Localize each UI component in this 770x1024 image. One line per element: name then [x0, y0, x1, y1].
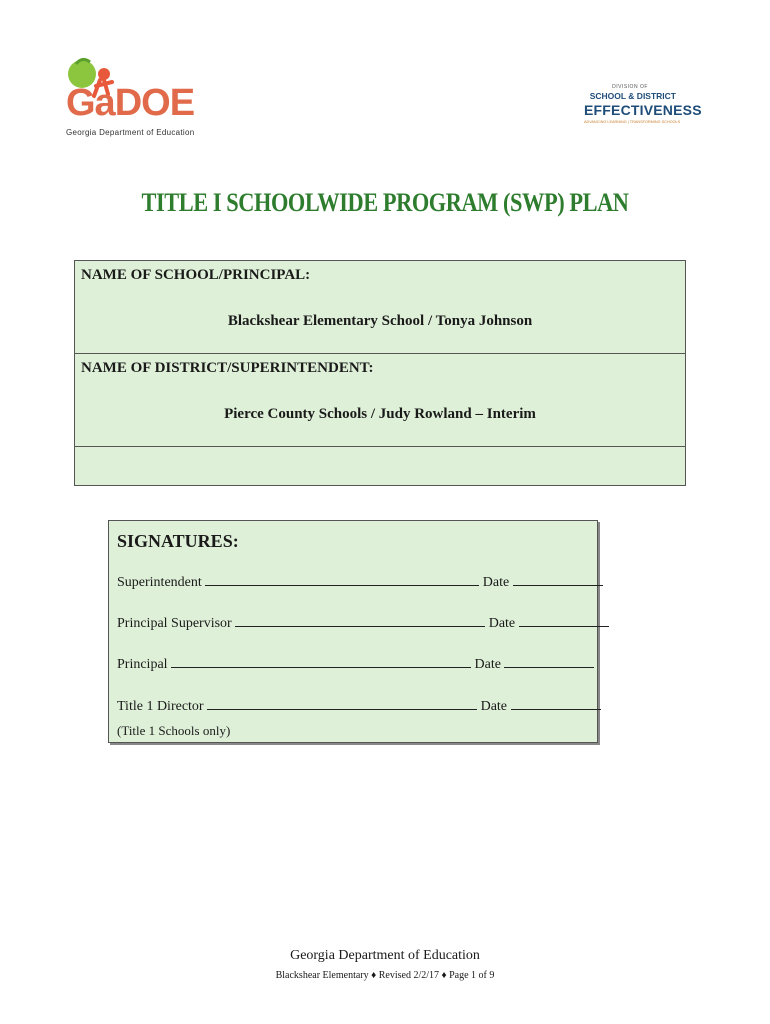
- footer-org: Georgia Department of Education: [290, 948, 480, 963]
- school-row: [75, 261, 685, 354]
- superintendent-date-field[interactable]: [513, 573, 603, 586]
- gadoe-subtitle: Georgia Department of Education: [66, 128, 195, 137]
- signatures-heading: SIGNATURES:: [117, 531, 239, 551]
- sde-division: DIVISION OF: [612, 84, 648, 90]
- sde-logo: [584, 84, 702, 124]
- gadoe-wordmark: GaDOE: [66, 82, 195, 124]
- district-value: Pierce County Schools / Judy Rowland – Interim: [224, 406, 536, 422]
- principal-line: [117, 655, 594, 673]
- page-title: TITLE I SCHOOLWIDE PROGRAM (SWP) PLAN: [141, 188, 629, 217]
- empty-row: [75, 447, 685, 485]
- title1-director-signature-field[interactable]: [207, 697, 477, 710]
- title1-director-date-field[interactable]: [511, 697, 601, 710]
- principal-label: Principal: [117, 657, 168, 672]
- sde-tagline: ADVANCING LEARNING | TRANSFORMING SCHOOLS: [584, 120, 681, 124]
- principal-supervisor-label: Principal Supervisor: [117, 616, 232, 631]
- title1-director-label: Title 1 Director: [117, 699, 204, 714]
- title1-note: (Title 1 Schools only): [117, 723, 231, 738]
- sde-line2: EFFECTIVENESS: [584, 102, 702, 118]
- info-table: [74, 260, 686, 486]
- superintendent-signature-field[interactable]: [205, 573, 479, 586]
- district-label: NAME OF DISTRICT/SUPERINTENDENT:: [81, 360, 374, 376]
- principal-supervisor-date-label: Date: [488, 616, 516, 631]
- signatures-box: [108, 520, 598, 743]
- principal-supervisor-signature-field[interactable]: [235, 614, 485, 627]
- principal-date-label: Date: [474, 657, 501, 672]
- school-value: Blackshear Elementary School / Tonya Johnson: [227, 313, 533, 329]
- title1-director-line: [117, 697, 601, 715]
- superintendent-line: [117, 573, 603, 591]
- superintendent-date-label: Date: [482, 575, 510, 590]
- district-row: [75, 354, 685, 447]
- footer-meta: Blackshear Elementary ♦ Revised 2/2/17 ♦ Page 1 of 9: [275, 970, 495, 981]
- school-label: NAME OF SCHOOL/PRINCIPAL:: [81, 267, 311, 283]
- principal-date-field[interactable]: [504, 655, 594, 668]
- principal-supervisor-date-field[interactable]: [519, 614, 609, 627]
- superintendent-label: Superintendent: [117, 575, 202, 590]
- principal-signature-field[interactable]: [171, 655, 471, 668]
- principal-supervisor-line: [117, 614, 609, 632]
- sde-line1: SCHOOL & DISTRICT: [589, 91, 676, 101]
- title1-director-date-label: Date: [480, 699, 508, 714]
